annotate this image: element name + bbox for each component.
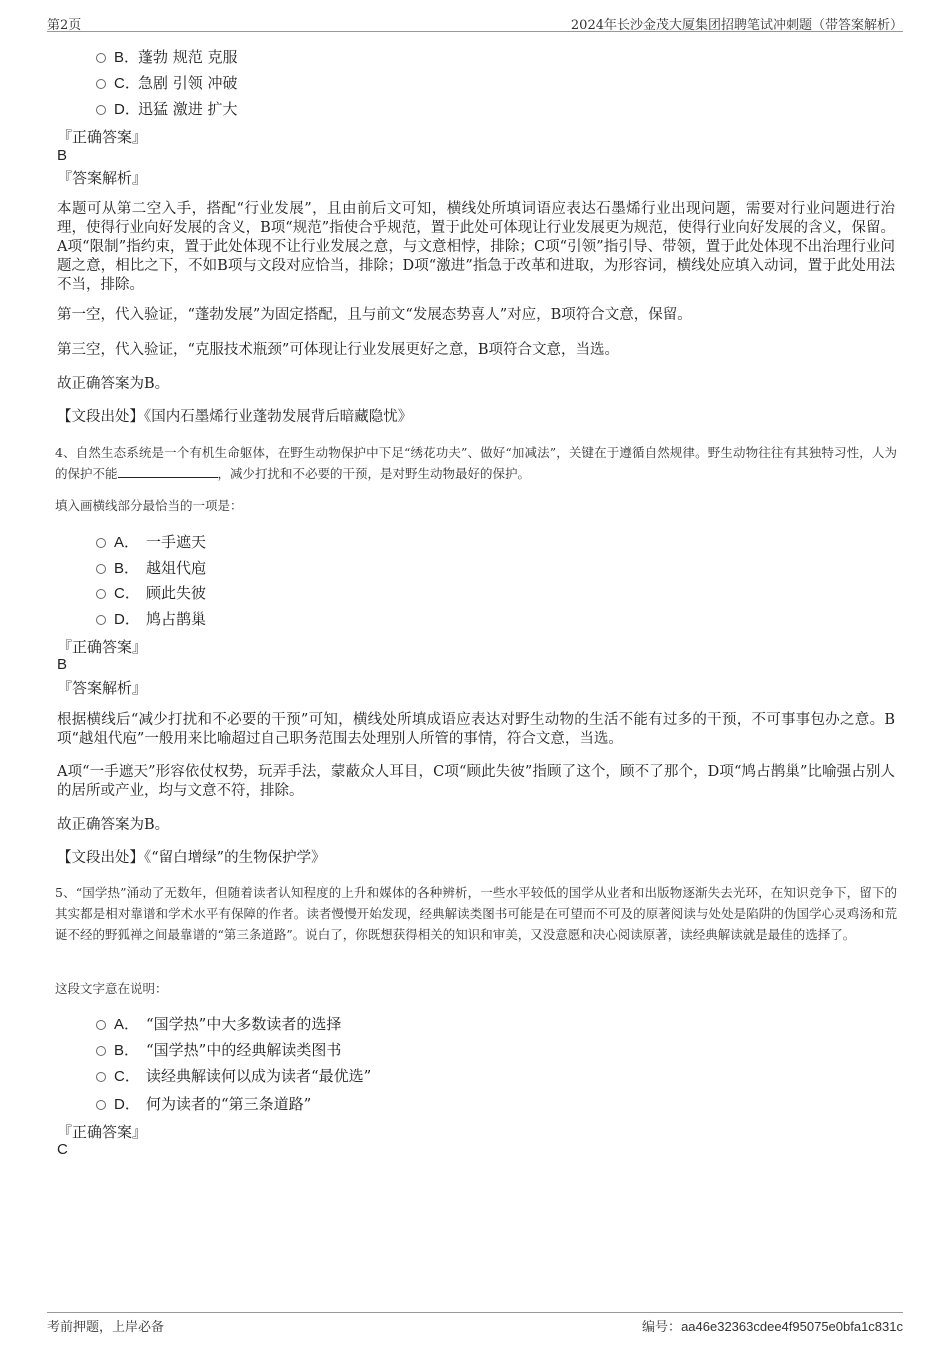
option-letter: C． [114, 1067, 140, 1085]
q4-answer-label: 『正确答案』 [57, 638, 148, 656]
answer-blank [118, 466, 218, 478]
radio-icon[interactable] [96, 79, 106, 89]
q3-option-b[interactable] [96, 45, 238, 67]
code-value: aa46e32363cdee4f95075e0bfa1c831c [681, 1319, 903, 1334]
q3-option-d[interactable] [96, 97, 238, 119]
option-letter: C． [114, 584, 140, 602]
radio-icon[interactable] [96, 589, 106, 599]
option-letter: D． [114, 100, 140, 118]
q4-option-a[interactable] [96, 530, 206, 552]
q4-analysis-para-1: 根据横线后“减少打扰和不必要的干预”可知，横线处所填成语应表达对野生动物的生活不能有过多的干预，不可事事包办之意。B项“越俎代庖”一般用来比喻超过自己职务范围去处理别人所管的事情，符合文意，当选。 [57, 712, 895, 747]
option-letter: B． [114, 559, 140, 577]
q4-stem [55, 442, 897, 484]
option-text: 读经典解读何以成为读者“最优选” [146, 1066, 372, 1085]
radio-icon[interactable] [96, 615, 106, 625]
page-header [47, 12, 903, 32]
q3-analysis-label: 『答案解析』 [57, 169, 148, 187]
radio-icon[interactable] [96, 564, 106, 574]
radio-icon[interactable] [96, 1046, 106, 1056]
option-text: 顾此失彼 [146, 583, 207, 602]
document-code [642, 1316, 903, 1335]
option-letter: A． [114, 1015, 140, 1033]
radio-icon[interactable] [96, 1100, 106, 1110]
q5-option-d[interactable] [96, 1092, 311, 1114]
document-title: 2024年长沙金茂大厦集团招聘笔试冲刺题（带答案解析） [570, 18, 903, 33]
option-letter: B． [114, 48, 140, 66]
q3-answer: B [57, 147, 68, 164]
page-number: 第2页 [47, 18, 82, 33]
option-letter: A． [114, 533, 140, 551]
q4-option-c[interactable] [96, 581, 206, 603]
q4-answer: B [57, 656, 68, 673]
radio-icon[interactable] [96, 53, 106, 63]
option-text: 迅猛 激进 扩大 [138, 99, 238, 118]
option-text: 鸠占鹊巢 [146, 609, 207, 628]
radio-icon[interactable] [96, 1072, 106, 1082]
q4-stem-before: 4、自然生态系统是一个有机生命躯体，在野生动物保护中下足“绣花功夫”、做好“加减法”，关键在于遵循自然规律。野生动物往往有其独特习性，人为的保护不能 [55, 445, 897, 481]
q3-analysis-para-1: 本题可从第二空入手，搭配“行业发展”，且由前后文可知，横线处所填词语应表达石墨烯行业出现问题，需要对行业问题进行治理，使得行业向好发展的含义，B项“规范”指使合乎规范，置于此处可体现让行业发展更为规范，使得行业向好发展的含义，保留。A项“限制”指约束，置于此处体现不让行业发展之意，与文意相悖，排除；C项“引领”指引导、带领，置于此处体现不出治理行业问题之意，相比之下，不如B项与文段对应恰当，排除；D项“激进”指急于改革和进取，为形容词，横线处应填入动词，置于此处用法不当，排除。 [57, 201, 895, 293]
radio-icon[interactable] [96, 538, 106, 548]
option-text: 蓬勃 规范 克服 [138, 47, 238, 66]
option-text: 一手遮天 [146, 532, 207, 551]
q5-option-c[interactable] [96, 1064, 371, 1086]
code-label: 编号： [642, 1320, 682, 1335]
radio-icon[interactable] [96, 105, 106, 115]
option-text: “国学热”中的经典解读类图书 [146, 1040, 342, 1059]
radio-icon[interactable] [96, 1020, 106, 1030]
q4-analysis-label: 『答案解析』 [57, 679, 148, 697]
option-text: “国学热”中大多数读者的选择 [146, 1014, 342, 1033]
q3-analysis-para-2: 第一空，代入验证，“蓬勃发展”为固定搭配，且与前文“发展态势喜人”对应，B项符合文意，保留。 [57, 307, 692, 323]
q4-prompt: 填入画横线部分最恰当的一项是： [55, 498, 243, 513]
q3-source: 【文段出处】《国内石墨烯行业蓬勃发展背后暗藏隐忧》 [57, 409, 413, 425]
q5-answer: C [57, 1141, 68, 1158]
q4-option-d[interactable] [96, 607, 206, 629]
option-text: 急剧 引领 冲破 [138, 73, 238, 92]
q3-analysis-para-4: 故正确答案为B。 [57, 376, 170, 392]
page-footer [47, 1312, 903, 1334]
q4-source: 【文段出处】《“留白增绿”的生物保护学》 [57, 850, 326, 866]
footer-slogan: 考前押题，上岸必备 [47, 1320, 165, 1335]
option-letter: C． [114, 74, 140, 92]
option-text: 越俎代庖 [146, 558, 207, 577]
option-text: 何为读者的“第三条道路” [146, 1094, 312, 1113]
q4-option-b[interactable] [96, 556, 206, 578]
q4-stem-after: ，减少打扰和不必要的干预，是对野生动物最好的保护。 [217, 466, 531, 481]
q3-option-c[interactable] [96, 71, 238, 93]
q4-analysis-para-3: 故正确答案为B。 [57, 817, 170, 833]
q5-option-a[interactable] [96, 1012, 341, 1034]
q3-answer-label: 『正确答案』 [57, 128, 148, 146]
q5-prompt: 这段文字意在说明： [55, 981, 168, 996]
q5-answer-label: 『正确答案』 [57, 1123, 148, 1141]
q5-stem: 5、“国学热”涌动了无数年，但随着读者认知程度的上升和媒体的各种辨析，一些水平较低的国学从业者和出版物逐渐失去光环，在知识竞争下，留下的其实都是相对靠谱和学术水平有保障的作者。读者慢慢开始发现，经典解读类图书可能是在可望而不可及的原著阅读与处处是陷阱的伪国学心灵鸡汤和荒诞不经的野狐禅之间最靠谱的“第三条道路”。说白了，你既想获得相关的知识和审美，又没意愿和决心阅读原著，读经典解读就是最佳的选择了。 [55, 885, 897, 942]
option-letter: D． [114, 610, 140, 628]
option-letter: B． [114, 1041, 140, 1059]
q3-analysis-para-3: 第三空，代入验证，“克服技术瓶颈”可体现让行业发展更好之意，B项符合文意，当选。 [57, 342, 619, 358]
option-letter: D． [114, 1095, 140, 1113]
q5-option-b[interactable] [96, 1038, 341, 1060]
q4-analysis-para-2: A项“一手遮天”形容依仗权势，玩弄手法，蒙蔽众人耳目，C项“顾此失彼”指顾了这个，顾不了那个，D项“鸠占鹊巢”比喻强占别人的居所或产业，均与文意不符，排除。 [57, 764, 895, 799]
